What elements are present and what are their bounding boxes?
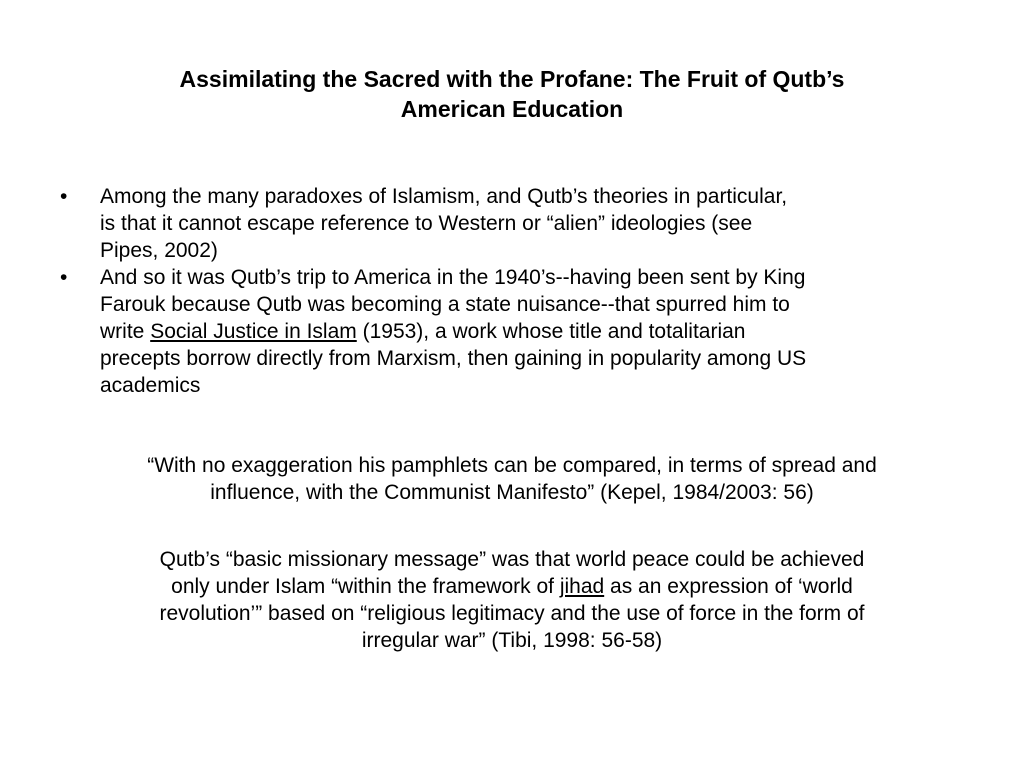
bullet-item-paradoxes [56, 183, 972, 264]
quote-tibi-line-1: Qutb’s “basic missionary message” was that world peace could be achieved [159, 548, 865, 571]
term-jihad: jihad [559, 575, 605, 598]
bullet-2-line-4: precepts borrow directly from Marxism, then gaining in popularity among US [100, 347, 807, 370]
bullet-1-line-2: is that it cannot escape reference to Western or “alien” ideologies (see [100, 212, 753, 235]
slide-title-line-1: Assimilating the Sacred with the Profane: The Fruit of Qutb’s [179, 66, 845, 92]
bullet-2-line-2: Farouk because Qutb was becoming a state nuisance--that spurred him to [100, 293, 790, 316]
quote-tibi-line-2-suffix: as an expression of ‘world [604, 575, 853, 598]
bullet-2-line-1: And so it was Qutb’s trip to America in the 1940’s--having been sent by King [100, 266, 806, 289]
bullet-1-line-1: Among the many paradoxes of Islamism, and Qutb’s theories in particular, [100, 185, 788, 208]
bullet-dot-icon: • [60, 266, 68, 289]
slide-title [80, 64, 944, 124]
quote-tibi-line-4: irregular war” (Tibi, 1998: 56-58) [361, 629, 663, 652]
quote-kepel-line-1: “With no exaggeration his pamphlets can be compared, in terms of spread and [147, 454, 877, 477]
bullet-dot-icon: • [60, 185, 68, 208]
bullet-2-line-3-prefix: write [100, 320, 151, 343]
book-title-social-justice-in-islam: Social Justice in Islam [150, 320, 357, 343]
bullet-2-line-3 [100, 318, 972, 345]
slide-title-line-2: American Education [400, 96, 624, 122]
quote-tibi-line-2-prefix: only under Islam “within the framework of [171, 575, 560, 598]
quote-tibi [58, 546, 966, 654]
bullet-2-line-5: academics [100, 374, 201, 397]
bullet-1-line-3: Pipes, 2002) [100, 239, 218, 262]
quote-tibi-line-2 [58, 573, 966, 600]
quote-tibi-line-3: revolution’” based on “religious legitimacy and the use of force in the form of [159, 602, 865, 625]
quote-kepel-line-2: influence, with the Communist Manifesto” (Kepel, 1984/2003: 56) [210, 481, 814, 504]
quote-kepel [58, 452, 966, 506]
bullet-item-america-trip [56, 264, 972, 399]
bullet-list [56, 183, 972, 399]
bullet-2-line-3-suffix: (1953), a work whose title and totalitarian [356, 320, 746, 343]
